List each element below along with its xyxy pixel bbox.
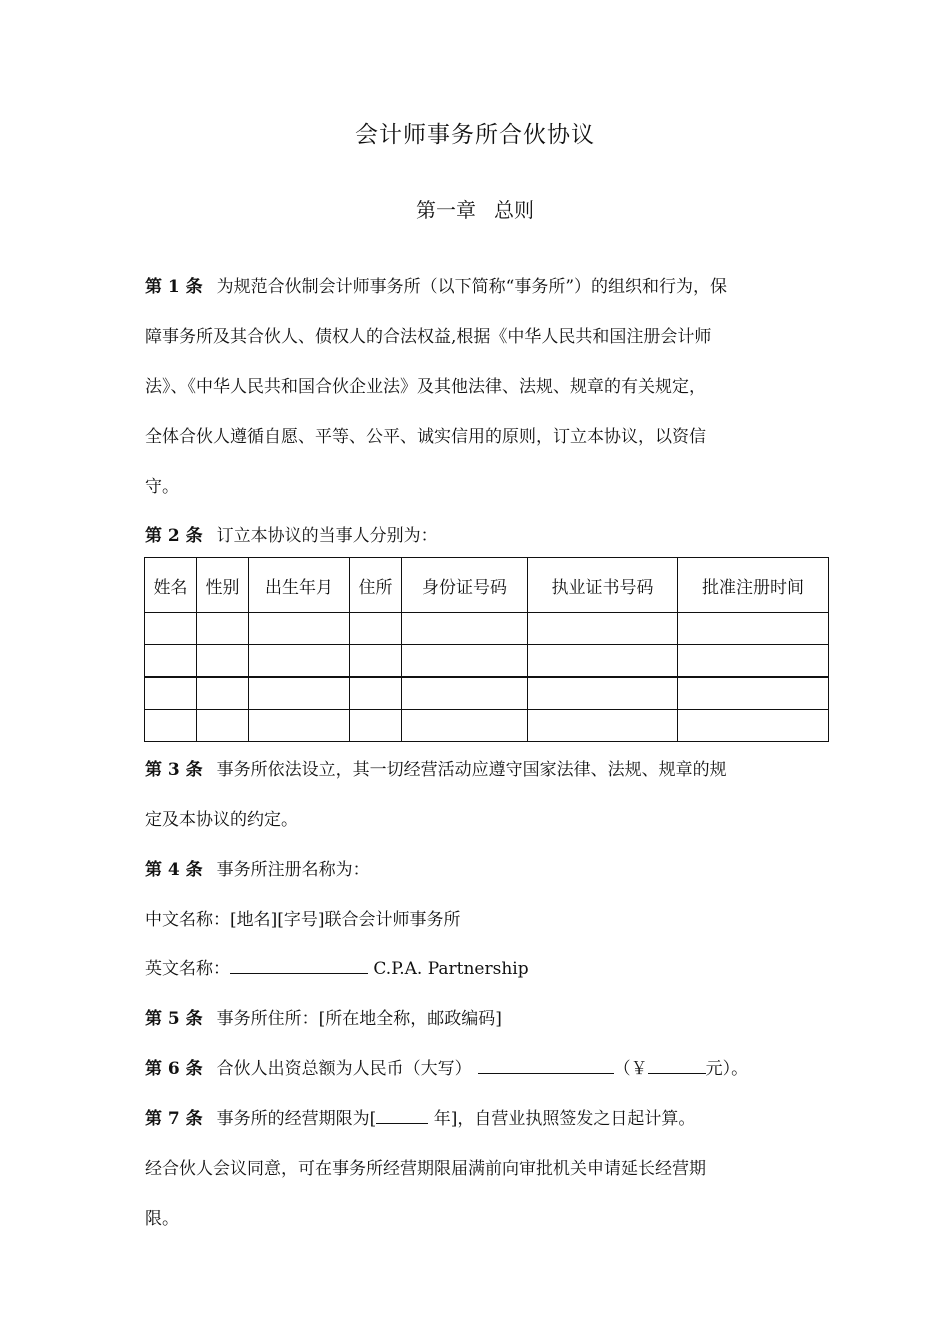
column-header-name: 姓名 [145,558,197,613]
article-7-extension-line-2: 限。 [145,1209,179,1229]
article-1-line-3: 法》、《中华人民共和国合伙企业法》及其他法律、法规、规章的有关规定， [145,377,706,397]
chinese-name-line: 中文名称：[地名][字号]联合会计师事务所 [145,910,461,930]
article-2-label: 第 2 条 [145,526,203,546]
article-2: 第 2 条 订立本协议的当事人分别为： [145,526,438,546]
table-row [145,710,829,742]
column-header-license-number: 执业证书号码 [528,558,678,613]
article-5: 第 5 条 事务所住所：[所在地全称，邮政编码] [145,1009,502,1029]
capital-amount-words-blank[interactable] [478,1059,614,1074]
article-1-line-5: 守。 [145,477,179,497]
chapter-heading [0,194,950,223]
article-4: 第 4 条 事务所注册名称为： [145,860,370,880]
article-7: 第 7 条 事务所的经营期限为[ 年]，自营业执照签发之日起计算。 [145,1109,696,1129]
article-6: 第 6 条 合伙人出资总额为人民币（大写） （￥ 元）。 [145,1059,749,1079]
table-row [145,677,829,710]
column-header-registration-date: 批准注册时间 [678,558,829,613]
column-header-birth: 出生年月 [249,558,350,613]
english-name-blank[interactable] [230,959,368,974]
table-header-row [145,558,829,613]
article-3-line-1: 第 3 条 事务所依法设立，其一切经营活动应遵守国家法律、法规、规章的规 [145,760,727,780]
article-1-line-2: 障事务所及其合伙人、债权人的合法权益,根据《中华人民共和国注册会计师 [145,327,712,347]
column-header-id-number: 身份证号码 [402,558,528,613]
column-header-address: 住所 [350,558,402,613]
term-years-blank[interactable] [376,1109,428,1124]
table-row [145,613,829,645]
english-name-line: 英文名称： C.P.A. Partnership [145,959,529,979]
article-4-label: 第 4 条 [145,860,203,880]
article-7-extension-line-1: 经合伙人会议同意，可在事务所经营期限届满前向审批机关申请延长经营期 [145,1159,706,1179]
table-row [145,645,829,678]
parties-table [144,557,829,742]
column-header-gender: 性别 [197,558,249,613]
article-5-label: 第 5 条 [145,1009,203,1029]
article-6-label: 第 6 条 [145,1059,203,1079]
article-7-label: 第 7 条 [145,1109,203,1129]
article-1-line-4: 全体合伙人遵循自愿、平等、公平、诚实信用的原则，订立本协议，以资信 [145,427,706,447]
chapter-number: 第一章 [416,198,476,222]
chapter-name: 总则 [494,198,534,222]
article-3-label: 第 3 条 [145,760,203,780]
document-title: 会计师事务所合伙协议 [355,122,595,148]
article-1-label: 第 1 条 [145,277,203,297]
article-3-line-2: 定及本协议的约定。 [145,810,298,830]
capital-amount-number-blank[interactable] [648,1059,706,1074]
article-1-line-1: 第 1 条 为规范合伙制会计师事务所（以下简称“事务所”）的组织和行为，保 [145,277,728,297]
